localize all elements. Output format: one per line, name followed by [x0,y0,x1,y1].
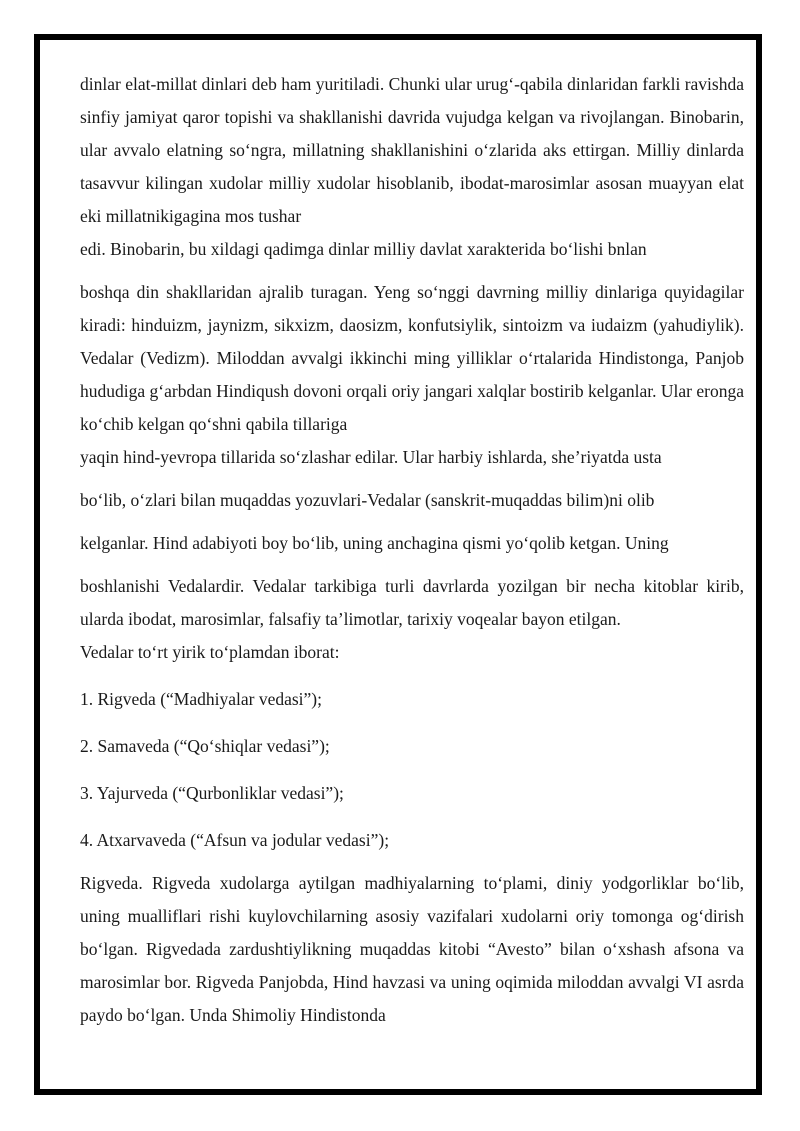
veda-list [80,683,744,857]
list-item: 3. Yajurveda (“Qurbonliklar vedasi”); [80,783,344,803]
paragraph-1: dinlar elat-millat dinlari deb ham yuritiladi. Chunki ular urug‘-qabila dinlaridan farkli ravishda sinfiy jamiyat qaror topishi va shakllanishi davrida vujudga kelgan va rivojlangan. Binobarin, ular avvalo elatning so‘ngra, millatning shakllanishini o‘zlarida aks ettirgan. Milliy dinlarda tasavvur kilingan xudolar milliy xudolar hisoblanib, ibodat-marosimlar asosan muayyan elat eki millatnikigagina mos tushar [80,74,744,226]
paragraph-3-line: bo‘lib, o‘zlari bilan muqaddas yozuvlari-Vedalar (sanskrit-muqaddas bilim)ni olib [80,490,655,510]
list-item: 1. Rigveda (“Madhiyalar vedasi”); [80,689,322,709]
list-item: 2. Samaveda (“Qo‘shiqlar vedasi”); [80,736,330,756]
paragraph-5-last-line: Vedalar to‘rt yirik to‘plamdan iborat: [80,642,340,662]
paragraph-6: Rigveda. Rigveda xudolarga aytilgan madhiyalarning to‘plami, diniy yodgorliklar bo‘lib, uning mualliflari rishi kuylovchilarning asosiy vazifalari xudolarni oriy tomonga og‘dirish bo‘lgan. Rigvedada zardushtiylikning muqaddas kitobi “Avesto” bilan o‘xshash afsona va marosimlar bor. Rigveda Panjobda, Hind havzasi va uning oqimida miloddan avvalgi VI asrda paydo bo‘lgan. Unda Shimoliy Hindistonda [80,873,744,1025]
list-item: 4. Atxarvaveda (“Afsun va jodular vedasi”); [80,830,390,850]
paragraph-4-line: kelganlar. Hind adabiyoti boy bo‘lib, uning anchagina qismi yo‘qolib ketgan. Uning [80,533,669,553]
paragraph-1-last-line: edi. Binobarin, bu xildagi qadimga dinlar milliy davlat xarakterida bo‘lishi bnlan [80,239,647,259]
paragraph-5: boshlanishi Vedalardir. Vedalar tarkibiga turli davrlarda yozilgan bir necha kitoblar kirib, ularda ibodat, marosimlar, falsafiy ta’limotlar, tarixiy voqealar bayon etilgan. [80,576,744,629]
paragraph-2: boshqa din shakllaridan ajralib turagan. Yeng so‘nggi davrning milliy dinlariga quyidagilar kiradi: hinduizm, jaynizm, sikxizm, daosizm, konfutsiylik, sintoizm va iudaizm (yahudiylik). Vedalar (Vedizm). Miloddan avvalgi ikkinchi ming yilliklar o‘rtalarida Hindistonga, Panjob hududiga g‘arbdan Hindiqush dovoni orqali oriy jangari xalqlar bostirib kelganlar. Ular eronga ko‘chib kelgan qo‘shni qabila tillariga [80,282,744,434]
paragraph-2-last-line: yaqin hind-yevropa tillarida so‘zlashar edilar. Ular harbiy ishlarda, she’riyatda usta [80,447,662,467]
document-body [80,0,744,1032]
